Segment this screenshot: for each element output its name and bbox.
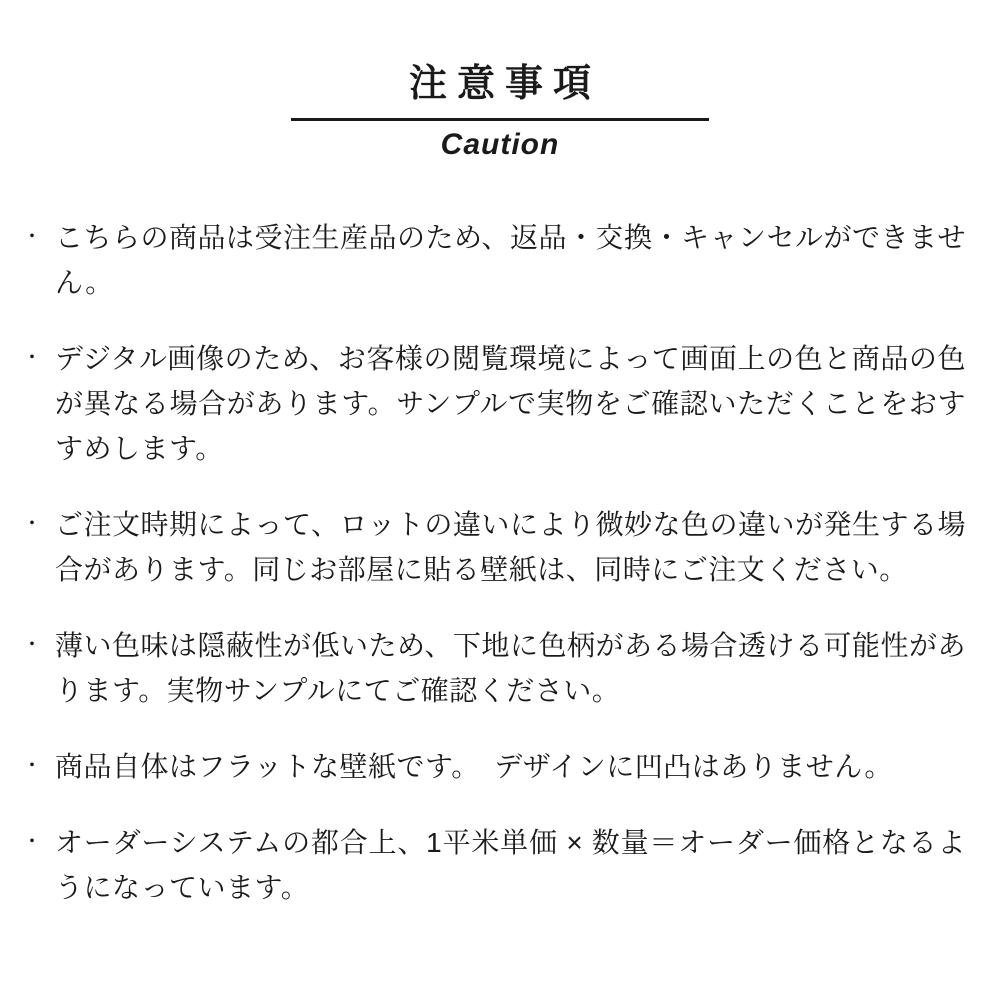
list-item [22, 336, 966, 471]
page-subtitle: Caution [440, 127, 560, 161]
list-item [22, 502, 966, 592]
list-item-text: ご注文時期によって、ロットの違いにより微妙な色の違いが発生する場合があります。同じお部屋に貼る壁紙は、同時にご注文ください。 [55, 508, 966, 585]
list-item-text: オーダーシステムの都合上、1平米単価 × 数量＝オーダー価格となるようになっています。 [55, 826, 966, 903]
list-item-text: 商品自体はフラットな壁紙です。 デザインに凹凸はありません。 [55, 750, 893, 782]
bullet-icon: ・ [22, 754, 42, 777]
bullet-icon: ・ [22, 346, 42, 369]
list-item [22, 623, 966, 713]
list-item-text: 薄い色味は隠蔽性が低いため、下地に色柄がある場合透ける可能性があります。実物サンプルにてご確認ください。 [55, 629, 966, 706]
title-underline [291, 118, 709, 121]
list-item-text: デジタル画像のため、お客様の閲覧環境によって画面上の色と商品の色が異なる場合があります。サンプルで実物をご確認いただくことをおすすめします。 [55, 342, 966, 464]
list-item [22, 215, 966, 305]
caution-list [0, 163, 1000, 910]
list-item-text: こちらの商品は受注生産品のため、返品・交換・キャンセルができません。 [55, 221, 966, 298]
page-title: 注意事項 [408, 63, 601, 105]
bullet-icon: ・ [22, 225, 42, 248]
list-item [22, 820, 966, 910]
bullet-icon: ・ [22, 830, 42, 853]
bullet-icon: ・ [22, 512, 42, 535]
bullet-icon: ・ [22, 633, 42, 656]
section-header [0, 0, 1000, 163]
list-item [22, 744, 966, 789]
